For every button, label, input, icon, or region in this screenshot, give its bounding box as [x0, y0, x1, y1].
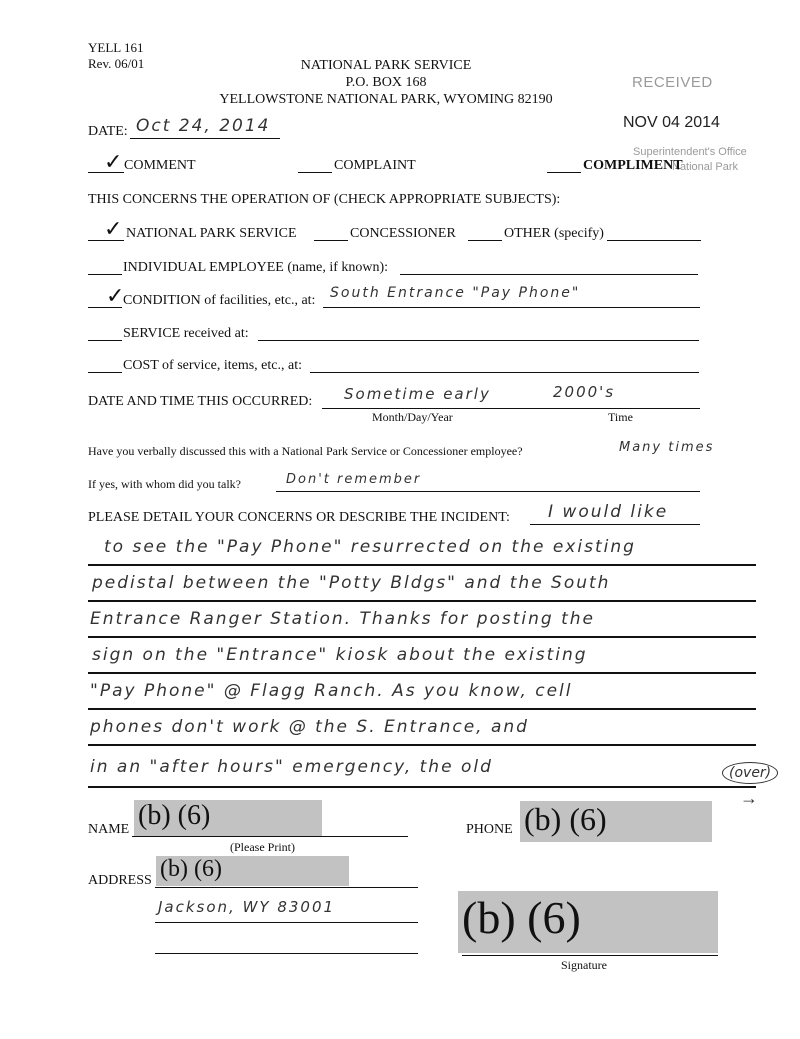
comment-label: COMMENT [124, 158, 196, 173]
concerns-header: THIS CONCERNS THE OPERATION OF (CHECK APPROPRIATE SUBJECTS): [88, 192, 561, 207]
address-label: ADDRESS [88, 873, 152, 888]
condition-value: South Entrance "Pay Phone" [330, 285, 581, 301]
condition-label: CONDITION of facilities, etc., at: [123, 293, 316, 308]
condition-checkmark: ✓ [106, 284, 125, 309]
detail-first-line: I would like [548, 502, 669, 522]
cost-label: COST of service, items, etc., at: [123, 358, 302, 373]
detail-line: phones don't work @ the S. Entrance, and [90, 717, 529, 737]
phone-label: PHONE [466, 822, 513, 837]
discussed-question: Have you verbally discussed this with a National Park Service or Concessioner employee? [88, 444, 523, 458]
stamp-office-line2: National Park [672, 161, 739, 173]
phone-redaction: (b) (6) [520, 801, 712, 842]
po-box: P.O. BOX 168 [345, 75, 427, 90]
detail-line: Entrance Ranger Station. Thanks for posting the [90, 609, 596, 629]
occurred-time-value: 2000's [553, 383, 616, 401]
form-code: YELL 161 [88, 40, 144, 55]
concessioner-label: CONCESSIONER [350, 226, 456, 241]
occurred-time-caption: Time [608, 410, 633, 424]
nps-checkmark: ✓ [104, 217, 123, 242]
occurred-label: DATE AND TIME THIS OCCURRED: [88, 394, 313, 409]
occurred-date-caption: Month/Day/Year [372, 410, 453, 424]
address-city: Jackson, WY 83001 [158, 898, 336, 916]
received-date: NOV 04 2014 [623, 114, 720, 131]
agency-address: YELLOWSTONE NATIONAL PARK, WYOMING 82190 [219, 92, 553, 107]
detail-line: to see the "Pay Phone" resurrected on the existing [104, 537, 636, 557]
signature-redaction: (b) (6) [458, 891, 718, 953]
occurred-date-value: Sometime early [344, 385, 491, 403]
arrow-icon: → [740, 788, 758, 808]
employee-label: INDIVIDUAL EMPLOYEE (name, if known): [123, 260, 389, 275]
agency-name: NATIONAL PARK SERVICE [300, 58, 472, 73]
stamp-office-line1: Superintendent's Office [633, 146, 747, 158]
compliment-label: COMPLIMENT [583, 158, 683, 173]
date-label: DATE: [88, 124, 128, 139]
other-label: OTHER (specify) [504, 226, 604, 241]
detail-line: pedistal between the "Potty Bldgs" and the South [92, 573, 611, 593]
form-revision: Rev. 06/01 [88, 56, 145, 71]
over-note: (over) [722, 762, 778, 784]
comment-checkmark: ✓ [104, 150, 123, 175]
name-redaction: (b) (6) [134, 800, 322, 836]
nps-label: NATIONAL PARK SERVICE [126, 226, 297, 241]
detail-line: sign on the "Entrance" kiosk about the existing [92, 645, 588, 665]
detail-label: PLEASE DETAIL YOUR CONCERNS OR DESCRIBE THE INCIDENT: [88, 510, 510, 525]
address-redaction: (b) (6) [156, 856, 349, 886]
detail-line: "Pay Phone" @ Flagg Ranch. As you know, cell [90, 681, 573, 701]
service-label: SERVICE received at: [123, 326, 249, 341]
name-label: NAME [88, 822, 130, 837]
received-stamp: RECEIVED [632, 74, 713, 91]
discussed-answer: Many times [619, 440, 715, 455]
whom-question: If yes, with whom did you talk? [88, 477, 241, 491]
signature-caption: Signature [561, 958, 607, 972]
name-caption: (Please Print) [230, 840, 295, 854]
complaint-label: COMPLAINT [334, 158, 416, 173]
date-value: Oct 24, 2014 [136, 116, 271, 136]
whom-answer: Don't remember [286, 472, 422, 487]
detail-line: in an "after hours" emergency, the old [90, 757, 493, 777]
